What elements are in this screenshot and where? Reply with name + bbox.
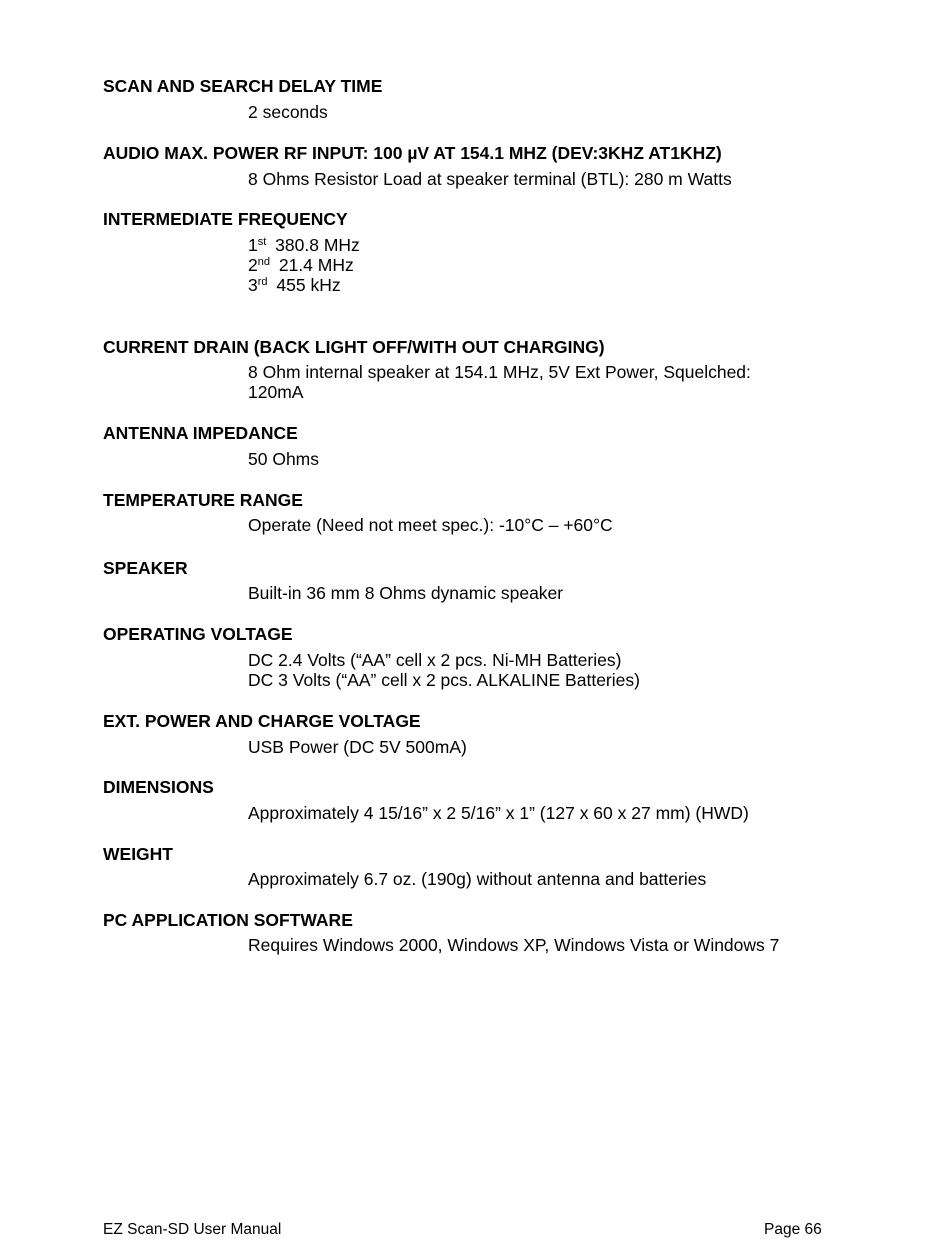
section-heading-pc-software: PC APPLICATION SOFTWARE — [103, 910, 353, 930]
section-heading-antenna-impedance: ANTENNA IMPEDANCE — [103, 423, 298, 443]
ext-power-value: USB Power (DC 5V 500mA) — [248, 737, 467, 757]
weight-value: Approximately 6.7 oz. (190g) without antenna and batteries — [248, 869, 707, 889]
operating-voltage-line-1: DC 2.4 Volts (“AA” cell x 2 pcs. Ni-MH Batteries) — [248, 650, 622, 670]
section-heading-speaker: SPEAKER — [103, 558, 188, 578]
footer-page-number: Page 66 — [764, 1221, 822, 1238]
speaker-value: Built-in 36 mm 8 Ohms dynamic speaker — [248, 583, 564, 603]
section-heading-intermediate-frequency: INTERMEDIATE FREQUENCY — [103, 209, 348, 229]
if-first: 1st 380.8 MHz — [248, 235, 360, 255]
dimensions-value: Approximately 4 15/16” x 2 5/16” x 1” (127 x 60 x 27 mm) (HWD) — [248, 803, 749, 823]
section-heading-scan-delay: SCAN AND SEARCH DELAY TIME — [103, 76, 383, 96]
current-drain-line-1: 8 Ohm internal speaker at 154.1 MHz, 5V Ext Power, Squelched: — [248, 362, 751, 382]
section-heading-weight: WEIGHT — [103, 844, 173, 864]
section-heading-ext-power: EXT. POWER AND CHARGE VOLTAGE — [103, 711, 421, 731]
antenna-impedance-value: 50 Ohms — [248, 449, 319, 469]
section-heading-temperature-range: TEMPERATURE RANGE — [103, 490, 303, 510]
temperature-range-value: Operate (Need not meet spec.): -10°C – +60°C — [248, 515, 613, 535]
operating-voltage-line-2: DC 3 Volts (“AA” cell x 2 pcs. ALKALINE Batteries) — [248, 670, 640, 690]
section-heading-operating-voltage: OPERATING VOLTAGE — [103, 624, 293, 644]
if-second: 2nd 21.4 MHz — [248, 255, 354, 275]
audio-power-value: 8 Ohms Resistor Load at speaker terminal (BTL): 280 m Watts — [248, 169, 732, 189]
if-third: 3rd 455 kHz — [248, 275, 341, 295]
footer-manual-title: EZ Scan-SD User Manual — [103, 1221, 282, 1238]
section-heading-current-drain: CURRENT DRAIN (BACK LIGHT OFF/WITH OUT CHARGING) — [103, 337, 605, 357]
section-heading-audio-power: AUDIO MAX. POWER RF INPUT: 100 µV AT 154.1 MHZ (DEV:3KHZ AT1KHZ) — [103, 143, 722, 163]
pc-software-value: Requires Windows 2000, Windows XP, Windows Vista or Windows 7 — [248, 935, 780, 955]
scan-delay-value: 2 seconds — [248, 102, 328, 122]
current-drain-line-2: 120mA — [248, 382, 304, 402]
section-heading-dimensions: DIMENSIONS — [103, 777, 214, 797]
